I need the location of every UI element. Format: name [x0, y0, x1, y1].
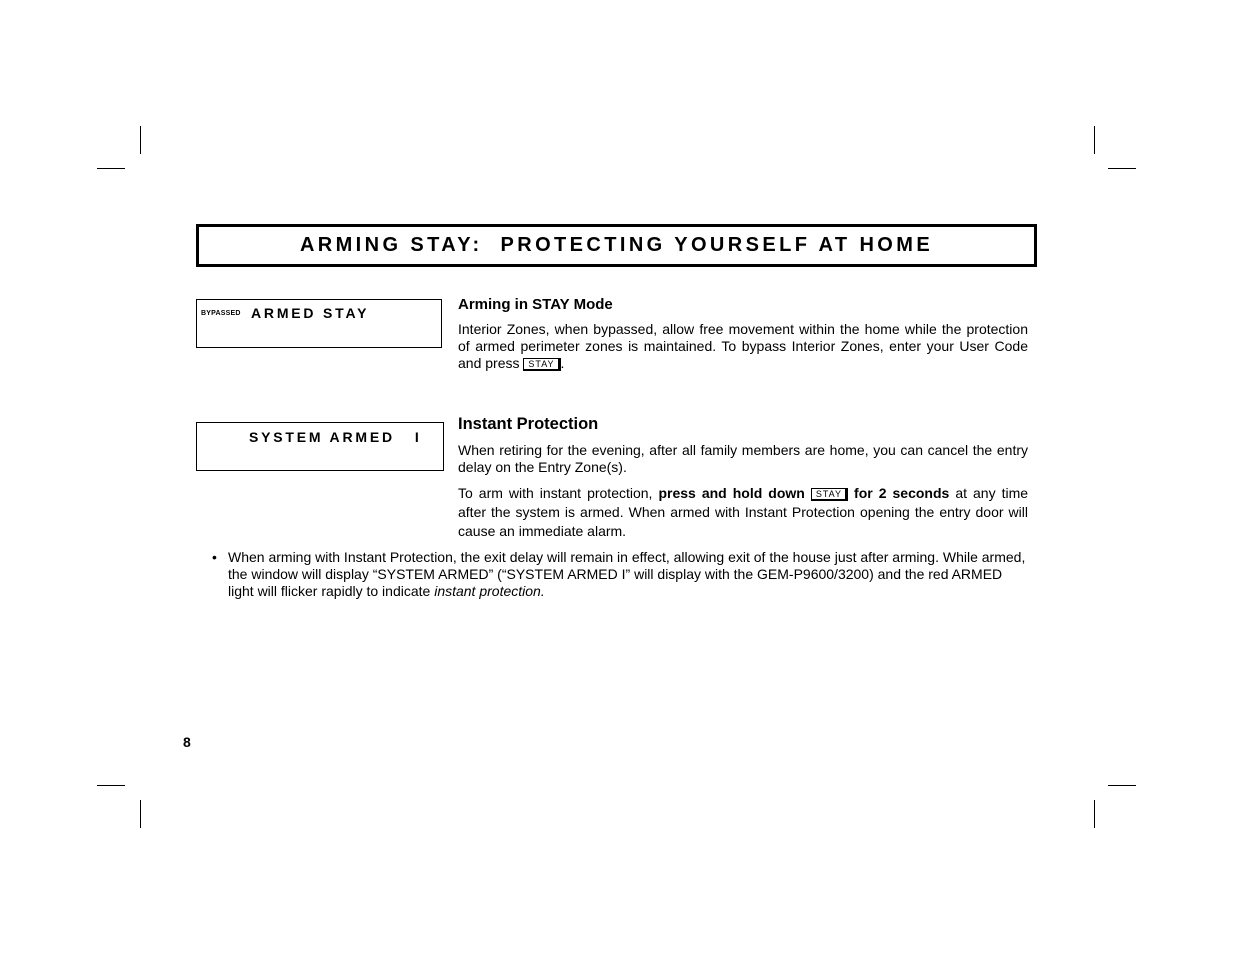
bullet-note: [212, 549, 1032, 600]
paragraph-arming-stay: Interior Zones, when bypassed, allow free movement within the home while the protection of armed perimeter zones is maintained. To bypass Interior Zones, enter your User Code and press STAY .: [458, 321, 1028, 371]
section-arming-stay-mode: [458, 296, 1028, 372]
bullet-icon: •: [212, 549, 217, 565]
section-heading-arming-stay: Arming in STAY Mode: [458, 296, 613, 313]
section-instant-protection: [458, 415, 1028, 541]
page-number: 8: [183, 734, 191, 750]
stay-key-icon: STAY: [811, 488, 848, 501]
bullet-text: When arming with Instant Protection, the exit delay will remain in effect, allowing exit of the house just after arming. While armed, the window will display “SYSTEM ARMED” (“SYSTEM ARMED I” will display with the GEM-P9600/3200) and the red ARMED light will flicker rapidly to indicate instant protection.: [228, 549, 1026, 599]
crop-mark-top-left-horizontal: [97, 168, 125, 169]
page-title: ARMING STAY: PROTECTING YOURSELF AT HOME: [299, 234, 934, 256]
display-armed-stay-text: ARMED STAY: [251, 305, 370, 321]
paragraph-instant-arm: To arm with instant protection, press and hold down STAY for 2 seconds at any time after the system is armed. When armed with Instant Protection opening the entry door will cause an immediate alarm.: [458, 485, 1029, 539]
crop-mark-bottom-left-horizontal: [97, 785, 125, 786]
keypad-display-armed-stay: [196, 299, 442, 348]
crop-mark-top-right-horizontal: [1108, 168, 1136, 169]
keypad-display-system-armed: [196, 422, 444, 471]
crop-mark-top-right-vertical: [1094, 126, 1095, 154]
paragraph-retiring: When retiring for the evening, after all family members are home, you can cancel the entry delay on the Entry Zone(s).: [458, 442, 1028, 475]
display-system-armed-text: SYSTEM ARMED I: [249, 429, 422, 445]
display-bypassed-label: BYPASSED: [201, 310, 241, 317]
crop-mark-bottom-right-vertical: [1094, 800, 1095, 828]
stay-key-icon: STAY: [523, 358, 560, 371]
page-title-banner: [196, 224, 1037, 267]
crop-mark-top-left-vertical: [140, 126, 141, 154]
crop-mark-bottom-right-horizontal: [1108, 785, 1136, 786]
crop-mark-bottom-left-vertical: [140, 800, 141, 828]
section-heading-instant-protection: Instant Protection: [458, 415, 599, 433]
